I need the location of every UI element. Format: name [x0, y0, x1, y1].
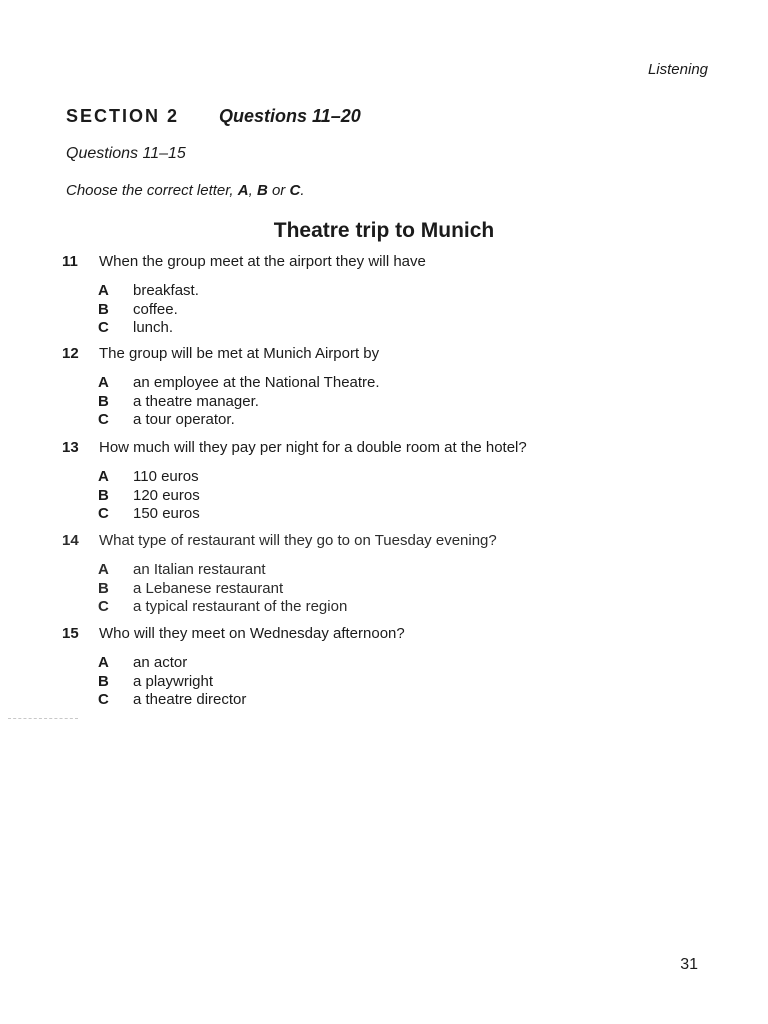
- options-list: [98, 374, 682, 430]
- scan-artifact: [8, 718, 78, 719]
- option-text: 150 euros: [133, 505, 200, 522]
- option-b[interactable]: [98, 393, 682, 412]
- option-text: a Lebanese restaurant: [133, 579, 284, 597]
- option-c[interactable]: [98, 691, 682, 710]
- option-letter: C: [98, 319, 109, 336]
- option-text: a typical restaurant of the region: [133, 598, 348, 615]
- instruction-end: .: [300, 182, 305, 199]
- questions-subheading: Questions 11–15: [66, 145, 186, 162]
- options-list: [98, 468, 682, 524]
- question-15: [62, 625, 682, 710]
- option-letter: B: [98, 486, 109, 504]
- option-text: breakfast.: [133, 282, 199, 299]
- section-title: SECTION 2: [66, 106, 180, 126]
- instruction: [66, 182, 305, 199]
- option-a[interactable]: [98, 561, 682, 580]
- option-b[interactable]: [98, 301, 682, 320]
- option-text: 110 euros: [133, 468, 199, 485]
- option-letter: B: [98, 392, 109, 410]
- option-letter: A: [98, 468, 109, 485]
- option-letter: C: [98, 505, 109, 522]
- option-c[interactable]: [98, 411, 682, 430]
- instruction-letter-c: C: [289, 182, 301, 199]
- option-text: an actor: [133, 654, 188, 671]
- question-12: [62, 345, 682, 430]
- option-a[interactable]: [98, 468, 682, 487]
- option-text: 120 euros: [133, 486, 200, 504]
- instruction-letter-a: A: [237, 182, 249, 199]
- option-letter: A: [98, 282, 109, 299]
- options-list: [98, 282, 682, 338]
- question-number: 13: [62, 439, 79, 456]
- question-number: 12: [62, 345, 79, 362]
- option-b[interactable]: [98, 580, 682, 599]
- option-text: an employee at the National Theatre.: [133, 374, 380, 391]
- option-letter: B: [98, 579, 109, 597]
- option-letter: C: [98, 691, 109, 708]
- instruction-sep2: or: [267, 182, 290, 199]
- option-letter: C: [98, 411, 109, 428]
- option-text: lunch.: [133, 319, 174, 336]
- option-letter: A: [98, 654, 109, 671]
- option-b[interactable]: [98, 487, 682, 506]
- option-letter: A: [98, 374, 109, 391]
- option-text: coffee.: [133, 300, 178, 318]
- question-text: The group will be met at Munich Airport by: [99, 345, 380, 362]
- option-a[interactable]: [98, 374, 682, 393]
- section-heading: [66, 106, 361, 127]
- header-label: Listening: [647, 61, 708, 78]
- question-13: [62, 439, 682, 524]
- option-text: a playwright: [133, 672, 214, 690]
- option-a[interactable]: [98, 654, 682, 673]
- options-list: [98, 561, 682, 617]
- option-text: a theatre manager.: [133, 392, 259, 410]
- instruction-letter-b: B: [256, 182, 268, 199]
- option-letter: A: [98, 561, 109, 578]
- instruction-sep1: ,: [248, 182, 257, 199]
- option-letter: C: [98, 598, 109, 615]
- option-text: a tour operator.: [133, 411, 235, 428]
- question-number: 15: [62, 625, 79, 642]
- options-list: [98, 654, 682, 710]
- question-11: [62, 253, 682, 338]
- option-text: a theatre director: [133, 691, 247, 708]
- option-c[interactable]: [98, 505, 682, 524]
- option-c[interactable]: [98, 598, 682, 617]
- section-questions-range: Questions 11–20: [219, 106, 361, 126]
- question-text: How much will they pay per night for a double room at the hotel?: [99, 439, 527, 456]
- question-text: Who will they meet on Wednesday afternoon?: [99, 625, 405, 642]
- option-b[interactable]: [98, 673, 682, 692]
- question-text: When the group meet at the airport they will have: [99, 253, 426, 270]
- option-a[interactable]: [98, 282, 682, 301]
- option-letter: B: [98, 672, 109, 690]
- question-number: 11: [62, 253, 78, 270]
- page-title: Theatre trip to Munich: [273, 219, 495, 242]
- option-letter: B: [98, 300, 109, 318]
- option-c[interactable]: [98, 319, 682, 338]
- option-text: an Italian restaurant: [133, 561, 266, 578]
- question-number: 14: [62, 532, 79, 549]
- instruction-prefix: Choose the correct letter,: [66, 182, 238, 199]
- question-text: What type of restaurant will they go to on Tuesday evening?: [99, 532, 497, 549]
- question-14: [62, 532, 682, 617]
- page-number: 31: [680, 956, 698, 973]
